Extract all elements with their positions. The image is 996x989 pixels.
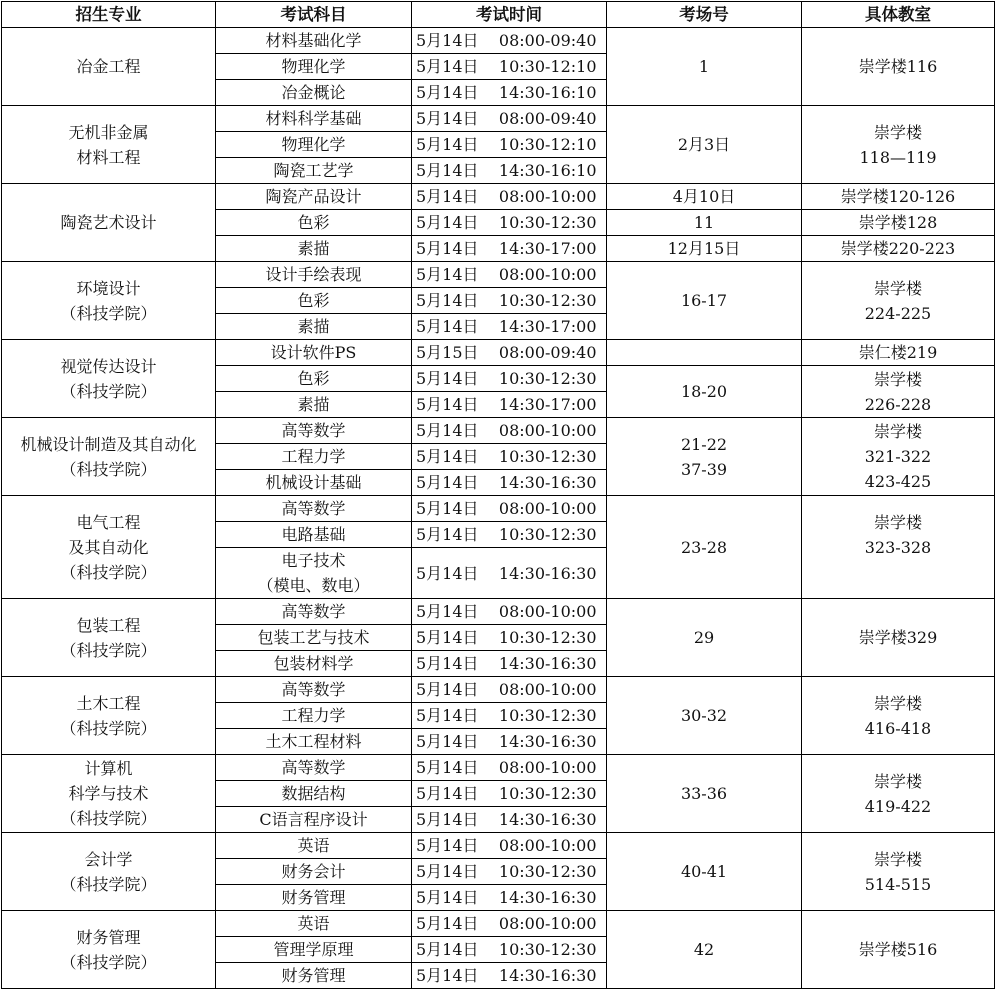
subject-cell: 包装材料学 xyxy=(216,651,412,677)
time-cell: 5月14日 14:30-17:00 xyxy=(412,236,607,262)
subject-cell: 数据结构 xyxy=(216,781,412,807)
subject-cell: 机械设计基础 xyxy=(216,470,412,496)
major-cell: 冶金工程 xyxy=(2,28,216,106)
subject-cell: 材料科学基础 xyxy=(216,106,412,132)
time-cell: 5月14日 14:30-17:00 xyxy=(412,314,607,340)
classroom-cell: 崇学楼 514-515 xyxy=(802,833,995,911)
subject-cell: 色彩 xyxy=(216,288,412,314)
major-cell: 环境设计 （科技学院） xyxy=(2,262,216,340)
room-number-cell: 21-22 37-39 xyxy=(607,418,802,496)
time-cell: 5月14日 14:30-16:30 xyxy=(412,729,607,755)
subject-cell: 工程力学 xyxy=(216,703,412,729)
subject-cell: 物理化学 xyxy=(216,54,412,80)
table-row xyxy=(2,496,995,522)
time-cell: 5月15日 08:00-09:40 xyxy=(412,340,607,366)
classroom-cell: 崇学楼 323-328 xyxy=(802,496,995,599)
subject-cell: 工程力学 xyxy=(216,444,412,470)
subject-cell: 材料基础化学 xyxy=(216,28,412,54)
major-cell: 土木工程 （科技学院） xyxy=(2,677,216,755)
subject-cell: 财务管理 xyxy=(216,963,412,989)
time-cell: 5月14日 14:30-16:30 xyxy=(412,470,607,496)
room-number-cell: 4月10日 xyxy=(607,184,802,210)
time-cell: 5月14日 14:30-16:10 xyxy=(412,158,607,184)
time-cell: 5月14日 10:30-12:30 xyxy=(412,288,607,314)
subject-cell: 素描 xyxy=(216,236,412,262)
subject-cell: 高等数学 xyxy=(216,599,412,625)
classroom-cell: 崇学楼116 xyxy=(802,28,995,106)
time-cell: 5月14日 10:30-12:30 xyxy=(412,859,607,885)
subject-cell: 高等数学 xyxy=(216,755,412,781)
time-cell: 5月14日 10:30-12:30 xyxy=(412,522,607,548)
time-cell: 5月14日 10:30-12:30 xyxy=(412,210,607,236)
subject-cell: C语言程序设计 xyxy=(216,807,412,833)
time-cell: 5月14日 08:00-10:00 xyxy=(412,677,607,703)
table-row xyxy=(2,262,995,288)
subject-cell: 财务管理 xyxy=(216,885,412,911)
time-cell: 5月14日 08:00-09:40 xyxy=(412,106,607,132)
subject-cell: 物理化学 xyxy=(216,132,412,158)
time-cell: 5月14日 14:30-17:00 xyxy=(412,392,607,418)
room-number-cell: 16-17 xyxy=(607,262,802,340)
time-cell: 5月14日 10:30-12:10 xyxy=(412,54,607,80)
header-major: 招生专业 xyxy=(2,2,216,28)
room-number-cell: 18-20 xyxy=(607,366,802,418)
time-cell: 5月14日 10:30-12:30 xyxy=(412,625,607,651)
header-room-number: 考场号 xyxy=(607,2,802,28)
time-cell: 5月14日 14:30-16:10 xyxy=(412,80,607,106)
time-cell: 5月14日 08:00-10:00 xyxy=(412,262,607,288)
table-row xyxy=(2,106,995,132)
room-number-cell: 40-41 xyxy=(607,833,802,911)
time-cell: 5月14日 14:30-16:30 xyxy=(412,807,607,833)
classroom-cell: 崇学楼 118—119 xyxy=(802,106,995,184)
subject-cell: 包装工艺与技术 xyxy=(216,625,412,651)
classroom-cell: 崇学楼 419-422 xyxy=(802,755,995,833)
room-number-cell: 33-36 xyxy=(607,755,802,833)
subject-cell: 色彩 xyxy=(216,210,412,236)
subject-cell: 色彩 xyxy=(216,366,412,392)
subject-cell: 高等数学 xyxy=(216,496,412,522)
subject-cell: 英语 xyxy=(216,911,412,937)
subject-cell: 财务会计 xyxy=(216,859,412,885)
classroom-cell: 崇学楼 416-418 xyxy=(802,677,995,755)
header-classroom: 具体教室 xyxy=(802,2,995,28)
time-cell: 5月14日 10:30-12:30 xyxy=(412,781,607,807)
subject-cell: 陶瓷工艺学 xyxy=(216,158,412,184)
table-row xyxy=(2,340,995,366)
classroom-cell: 崇学楼516 xyxy=(802,911,995,989)
subject-cell: 土木工程材料 xyxy=(216,729,412,755)
time-cell: 5月14日 08:00-10:00 xyxy=(412,911,607,937)
time-cell: 5月14日 08:00-10:00 xyxy=(412,599,607,625)
classroom-cell: 崇学楼128 xyxy=(802,210,995,236)
exam-schedule-table xyxy=(1,1,995,989)
major-cell: 视觉传达设计 （科技学院） xyxy=(2,340,216,418)
time-cell: 5月14日 08:00-10:00 xyxy=(412,496,607,522)
room-number-cell: 29 xyxy=(607,599,802,677)
time-cell: 5月14日 08:00-10:00 xyxy=(412,418,607,444)
major-cell: 包装工程 （科技学院） xyxy=(2,599,216,677)
time-cell: 5月14日 14:30-16:30 xyxy=(412,548,607,599)
room-number-cell: 12月15日 xyxy=(607,236,802,262)
time-cell: 5月14日 08:00-10:00 xyxy=(412,184,607,210)
major-cell: 陶瓷艺术设计 xyxy=(2,184,216,262)
time-cell: 5月14日 08:00-10:00 xyxy=(412,755,607,781)
time-cell: 5月14日 10:30-12:30 xyxy=(412,366,607,392)
subject-cell: 英语 xyxy=(216,833,412,859)
major-cell: 计算机 科学与技术 （科技学院） xyxy=(2,755,216,833)
table-row xyxy=(2,184,995,210)
subject-cell: 设计手绘表现 xyxy=(216,262,412,288)
room-number-cell: 23-28 xyxy=(607,496,802,599)
time-cell: 5月14日 10:30-12:10 xyxy=(412,132,607,158)
subject-cell: 电子技术 （模电、数电） xyxy=(216,548,412,599)
time-cell: 5月14日 08:00-10:00 xyxy=(412,833,607,859)
table-row xyxy=(2,677,995,703)
room-number-cell: 42 xyxy=(607,911,802,989)
table-row xyxy=(2,28,995,54)
subject-cell: 素描 xyxy=(216,314,412,340)
subject-cell: 管理学原理 xyxy=(216,937,412,963)
classroom-cell: 崇学楼 226-228 xyxy=(802,366,995,418)
header-time: 考试时间 xyxy=(412,2,607,28)
subject-cell: 冶金概论 xyxy=(216,80,412,106)
time-cell: 5月14日 10:30-12:30 xyxy=(412,703,607,729)
subject-cell: 素描 xyxy=(216,392,412,418)
table-row xyxy=(2,755,995,781)
classroom-cell: 崇学楼 321-322 423-425 xyxy=(802,418,995,496)
major-cell: 会计学 （科技学院） xyxy=(2,833,216,911)
classroom-cell: 崇学楼220-223 xyxy=(802,236,995,262)
subject-cell: 电路基础 xyxy=(216,522,412,548)
subject-cell: 高等数学 xyxy=(216,677,412,703)
header-row xyxy=(2,2,995,28)
table-row xyxy=(2,418,995,444)
subject-cell: 高等数学 xyxy=(216,418,412,444)
classroom-cell: 崇学楼 224-225 xyxy=(802,262,995,340)
time-cell: 5月14日 14:30-16:30 xyxy=(412,885,607,911)
room-number-cell: 11 xyxy=(607,210,802,236)
time-cell: 5月14日 14:30-16:30 xyxy=(412,963,607,989)
table-row xyxy=(2,911,995,937)
table-row xyxy=(2,599,995,625)
time-cell: 5月14日 14:30-16:30 xyxy=(412,651,607,677)
major-cell: 财务管理 （科技学院） xyxy=(2,911,216,989)
room-number-cell: 30-32 xyxy=(607,677,802,755)
time-cell: 5月14日 10:30-12:30 xyxy=(412,937,607,963)
header-subject: 考试科目 xyxy=(216,2,412,28)
major-cell: 无机非金属 材料工程 xyxy=(2,106,216,184)
table-row xyxy=(2,833,995,859)
major-cell: 电气工程 及其自动化 （科技学院） xyxy=(2,496,216,599)
major-cell: 机械设计制造及其自动化 （科技学院） xyxy=(2,418,216,496)
room-number-cell: 1 xyxy=(607,28,802,106)
time-cell: 5月14日 08:00-09:40 xyxy=(412,28,607,54)
subject-cell: 陶瓷产品设计 xyxy=(216,184,412,210)
room-number-cell xyxy=(607,340,802,366)
classroom-cell: 崇学楼120-126 xyxy=(802,184,995,210)
room-number-cell: 2月3日 xyxy=(607,106,802,184)
time-cell: 5月14日 10:30-12:30 xyxy=(412,444,607,470)
subject-cell: 设计软件PS xyxy=(216,340,412,366)
table-body xyxy=(2,28,995,989)
classroom-cell: 崇学楼329 xyxy=(802,599,995,677)
classroom-cell: 崇仁楼219 xyxy=(802,340,995,366)
